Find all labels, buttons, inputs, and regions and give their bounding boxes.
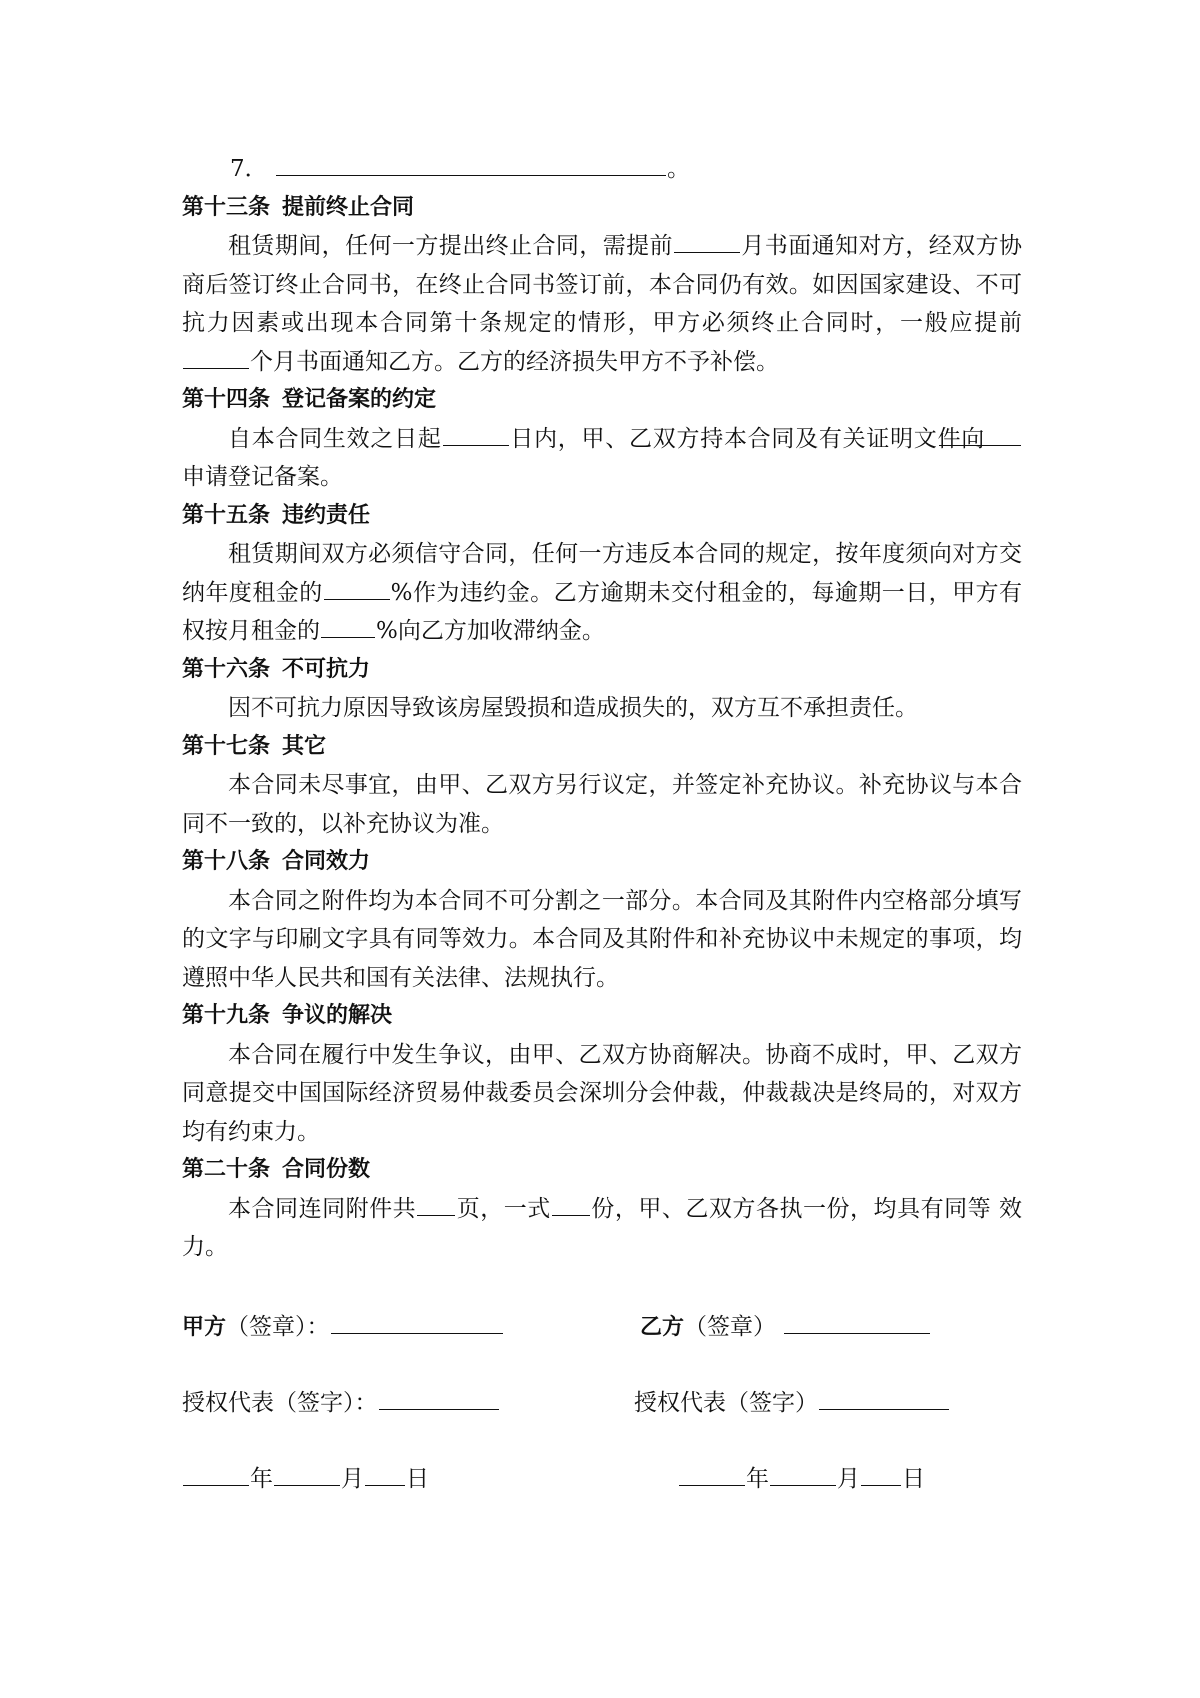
- clause-14-title: 登记备案的约定: [282, 387, 437, 412]
- penalty-percent-blank[interactable]: [324, 575, 390, 600]
- clause-15-text: 租赁期间双方必须信守合同，任何一方违反本合同的规定，按年度须向对方交纳年度租金的 %作为违约金。乙方逾期未交付租金的，每逾期一日，甲方有权按月租金的 %向乙方加收滞纳金。: [182, 541, 1022, 644]
- party-a-month-blank[interactable]: [274, 1461, 340, 1486]
- clause-14-number: 第十四条: [182, 387, 271, 412]
- page-count-blank[interactable]: [417, 1191, 455, 1216]
- clause-17-number: 第十七条: [182, 733, 271, 759]
- representative-row: [182, 1384, 1022, 1422]
- item-7-end: 。: [666, 156, 690, 182]
- clause-19-number: 第十九条: [182, 1003, 271, 1028]
- signature-row: [182, 1308, 1022, 1346]
- clause-18-title: 合同效力: [282, 849, 371, 874]
- clause-16-number: 第十六条: [182, 656, 271, 682]
- termination-notice-blank[interactable]: [183, 344, 249, 369]
- clause-19-text: 本合同在履行中发生争议，由甲、乙双方协商解决。协商不成时，甲、乙双方同意提交中国国际经济贸易仲裁委员会深圳分会仲裁，仲裁裁决是终局的，对双方均有约束力。: [182, 1041, 1022, 1145]
- party-b-signature: 乙方（签章）: [640, 1308, 931, 1347]
- clause-13-text: 租赁期间，任何一方提出终止合同，需提前 月书面通知对方，经双方协商后签订终止合同书，在终止合同书签订前，本合同仍有效。如因国家建设、不可抗力因素或出现本合同第十条规定的情形，甲方必须终止合同时，一般应提前个月书面通知乙方。乙方的经济损失甲方不予补偿。: [182, 227, 1022, 381]
- clause-17-heading: [182, 728, 1022, 767]
- party-a-representative: 授权代表（签字）：: [182, 1384, 500, 1422]
- clause-16-text: 因不可抗力原因导致该房屋毁损和造成损失的，双方互不承担责任。: [228, 695, 918, 721]
- clause-15-heading: [182, 497, 1022, 536]
- clause-17-title: 其它: [282, 733, 327, 759]
- clause-15-title: 违约责任: [282, 502, 371, 528]
- clause-18-number: 第十八条: [182, 849, 271, 874]
- item-7-blank[interactable]: [276, 151, 666, 176]
- item-7-number: 7．: [230, 156, 268, 182]
- party-a-signature: 甲方（签章）：: [182, 1308, 504, 1347]
- clause-13-heading: [182, 189, 1022, 228]
- date-row: [182, 1460, 1022, 1498]
- party-b-year-blank[interactable]: [679, 1461, 745, 1486]
- party-b-seal-blank[interactable]: [784, 1309, 930, 1334]
- registration-authority-blank[interactable]: [939, 421, 1021, 446]
- clause-13-number: 第十三条: [182, 194, 271, 220]
- clause-16-title: 不可抗力: [282, 656, 371, 682]
- item-7-line: [182, 150, 1022, 189]
- clause-18-text: 本合同之附件均为本合同不可分割之一部分。本合同及其附件内空格部分填写的文字与印刷文字具有同等效力。本合同及其附件和补充协议中未规定的事项，均遵照中华人民共和国有关法律、法规执行。: [182, 887, 1022, 991]
- clause-13-title: 提前终止合同: [282, 194, 415, 220]
- notice-months-blank[interactable]: [674, 228, 740, 253]
- copy-count-blank[interactable]: [552, 1191, 590, 1216]
- clause-20-number: 第二十条: [182, 1157, 271, 1182]
- clause-16-heading: [182, 651, 1022, 690]
- late-fee-percent-blank[interactable]: [321, 613, 375, 638]
- party-a-year-blank[interactable]: [183, 1461, 249, 1486]
- party-a-label: 甲方: [182, 1315, 227, 1340]
- clause-20-title: 合同份数: [282, 1157, 371, 1182]
- party-b-month-blank[interactable]: [770, 1461, 836, 1486]
- clause-19-heading: [182, 997, 1022, 1036]
- party-b-day-blank[interactable]: [861, 1461, 901, 1486]
- registration-days-blank[interactable]: [443, 421, 509, 446]
- clause-14-heading: [182, 381, 1022, 420]
- contract-body: [182, 150, 1022, 1267]
- clause-14-text: 自本合同生效之日起 日内，甲、乙双方持本合同及有关证明文件向申请登记备案。: [182, 420, 1022, 497]
- clause-20-text: 本合同连同附件共 页，一式 份，甲、乙双方各执一份，均具有同等 效力。: [182, 1190, 1022, 1267]
- party-b-representative: 授权代表（签字）: [634, 1384, 950, 1422]
- party-a-day-blank[interactable]: [365, 1461, 405, 1486]
- clause-15-number: 第十五条: [182, 502, 271, 528]
- party-b-rep-blank[interactable]: [819, 1385, 949, 1410]
- clause-17-text: 本合同未尽事宜，由甲、乙双方另行议定，并签定补充协议。补充协议与本合同不一致的，以补充协议为准。: [182, 772, 1022, 837]
- clause-20-heading: [182, 1151, 1022, 1190]
- clause-19-title: 争议的解决: [282, 1003, 393, 1028]
- party-a-rep-blank[interactable]: [379, 1385, 499, 1410]
- party-b-date: 年 月 日: [678, 1460, 925, 1498]
- party-b-label: 乙方: [640, 1315, 685, 1340]
- party-a-date: 年 月 日: [182, 1460, 429, 1498]
- party-a-seal-blank[interactable]: [331, 1309, 503, 1334]
- clause-18-heading: [182, 843, 1022, 882]
